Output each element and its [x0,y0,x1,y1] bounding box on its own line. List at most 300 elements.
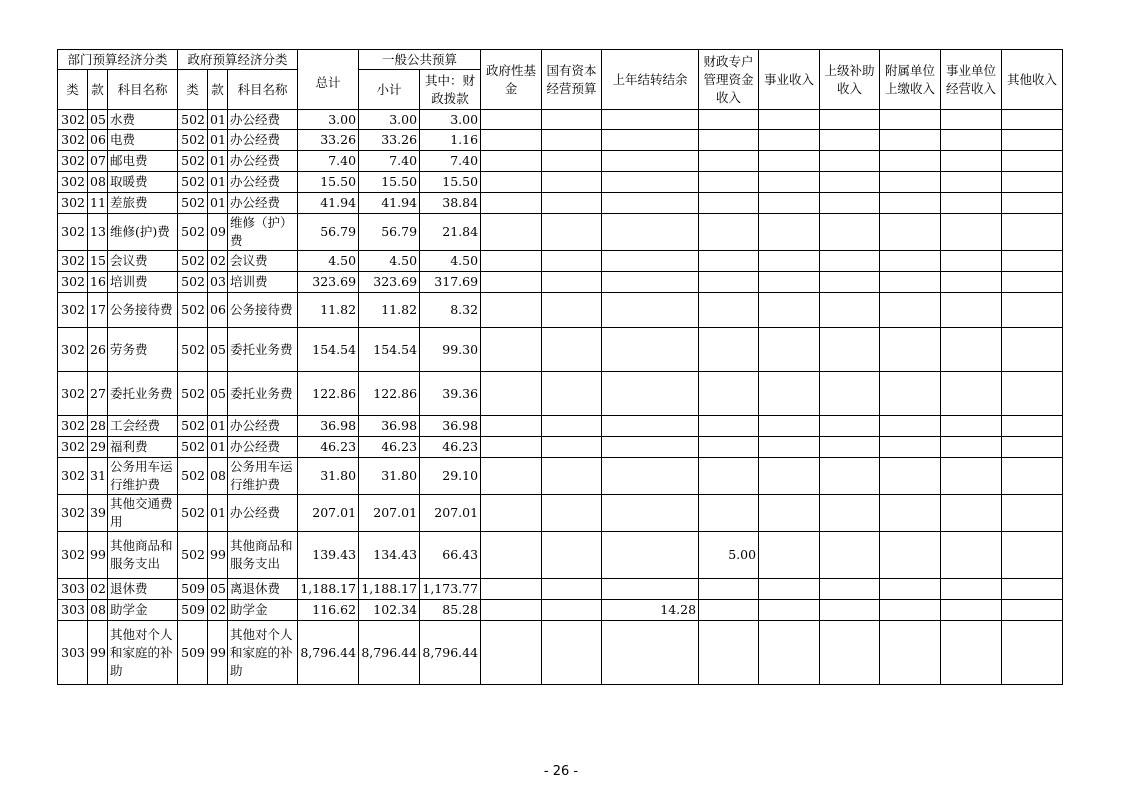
cell-superior-subsidy [820,328,880,372]
cell-gov-kuan: 01 [208,110,228,130]
cell-gov-lei: 509 [178,621,208,685]
header-dept-lei: 类 [58,70,88,110]
header-general-budget: 一般公共预算 [359,50,481,70]
header-gov-kuan: 款 [208,70,228,110]
cell-fiscal-grant: 1.16 [420,130,481,151]
cell-last-year-carry [602,579,699,600]
cell-business-income [759,328,820,372]
cell-subtotal: 134.43 [359,532,420,579]
cell-business-operating [941,293,1002,328]
cell-other-income [1002,130,1063,151]
cell-gov-subject-name: 办公经费 [228,495,298,532]
table-body [58,110,1063,685]
cell-fiscal-special [699,172,759,193]
header-gov-class: 政府预算经济分类 [178,50,298,70]
page-number: - 26 - [543,764,579,779]
cell-fiscal-grant: 4.50 [420,251,481,272]
cell-last-year-carry [602,458,699,495]
cell-gov-lei: 509 [178,600,208,621]
cell-other-income [1002,600,1063,621]
cell-gov-lei: 502 [178,328,208,372]
cell-gov-kuan: 08 [208,458,228,495]
header-state-capital: 国有资本经营预算 [542,50,602,110]
cell-other-income [1002,621,1063,685]
cell-total: 33.26 [298,130,359,151]
cell-business-operating [941,458,1002,495]
table-row [58,272,1063,293]
cell-superior-subsidy [820,372,880,416]
cell-fiscal-grant: 46.23 [420,437,481,458]
cell-business-income [759,214,820,251]
cell-fiscal-grant: 29.10 [420,458,481,495]
cell-state-capital [542,293,602,328]
cell-gov-kuan: 01 [208,172,228,193]
cell-subtotal: 323.69 [359,272,420,293]
cell-dept-lei: 303 [58,621,88,685]
header-subtotal: 小计 [359,70,420,110]
cell-affiliated-income [880,532,941,579]
cell-total: 3.00 [298,110,359,130]
cell-gov-kuan: 01 [208,193,228,214]
cell-total: 46.23 [298,437,359,458]
cell-total: 31.80 [298,458,359,495]
cell-gov-kuan: 01 [208,151,228,172]
cell-affiliated-income [880,251,941,272]
cell-fiscal-grant: 7.40 [420,151,481,172]
cell-dept-subject-name: 工会经费 [108,416,178,437]
cell-fiscal-grant: 15.50 [420,172,481,193]
table-header [58,50,1063,110]
cell-last-year-carry [602,172,699,193]
header-dept-class: 部门预算经济分类 [58,50,178,70]
cell-affiliated-income [880,293,941,328]
cell-state-capital [542,193,602,214]
header-gov-subject-name: 科目名称 [228,70,298,110]
cell-gov-fund [481,579,542,600]
table-row [58,151,1063,172]
cell-dept-subject-name: 其他交通费用 [108,495,178,532]
cell-other-income [1002,458,1063,495]
cell-state-capital [542,151,602,172]
cell-dept-subject-name: 电费 [108,130,178,151]
cell-fiscal-special [699,458,759,495]
cell-affiliated-income [880,458,941,495]
cell-other-income [1002,437,1063,458]
cell-other-income [1002,172,1063,193]
cell-other-income [1002,293,1063,328]
cell-fiscal-special [699,621,759,685]
cell-affiliated-income [880,328,941,372]
cell-dept-lei: 302 [58,251,88,272]
cell-affiliated-income [880,214,941,251]
cell-total: 7.40 [298,151,359,172]
cell-gov-fund [481,372,542,416]
cell-subtotal: 8,796.44 [359,621,420,685]
cell-affiliated-income [880,600,941,621]
cell-gov-subject-name: 办公经费 [228,437,298,458]
cell-gov-subject-name: 公务接待费 [228,293,298,328]
cell-gov-lei: 502 [178,532,208,579]
cell-subtotal: 122.86 [359,372,420,416]
cell-gov-subject-name: 委托业务费 [228,328,298,372]
cell-fiscal-special [699,600,759,621]
cell-fiscal-special [699,151,759,172]
cell-dept-subject-name: 其他商品和服务支出 [108,532,178,579]
cell-dept-lei: 303 [58,600,88,621]
cell-business-income [759,251,820,272]
cell-subtotal: 41.94 [359,193,420,214]
cell-last-year-carry [602,214,699,251]
cell-gov-lei: 502 [178,272,208,293]
cell-gov-lei: 502 [178,172,208,193]
cell-gov-kuan: 01 [208,437,228,458]
cell-business-operating [941,437,1002,458]
cell-last-year-carry [602,272,699,293]
cell-other-income [1002,416,1063,437]
cell-dept-kuan: 26 [88,328,108,372]
cell-affiliated-income [880,495,941,532]
cell-superior-subsidy [820,621,880,685]
cell-fiscal-special [699,214,759,251]
cell-last-year-carry [602,151,699,172]
cell-superior-subsidy [820,130,880,151]
cell-gov-kuan: 05 [208,372,228,416]
cell-gov-subject-name: 办公经费 [228,130,298,151]
cell-gov-subject-name: 其他对个人和家庭的补助 [228,621,298,685]
header-superior-subsidy: 上级补助收入 [820,50,880,110]
cell-gov-kuan: 02 [208,600,228,621]
cell-total: 139.43 [298,532,359,579]
cell-business-operating [941,251,1002,272]
cell-dept-subject-name: 公务用车运行维护费 [108,458,178,495]
cell-dept-subject-name: 委托业务费 [108,372,178,416]
cell-gov-lei: 502 [178,110,208,130]
cell-fiscal-special [699,193,759,214]
cell-gov-fund [481,495,542,532]
cell-dept-lei: 302 [58,532,88,579]
cell-gov-subject-name: 办公经费 [228,416,298,437]
cell-fiscal-grant: 36.98 [420,416,481,437]
cell-business-income [759,193,820,214]
cell-gov-lei: 502 [178,130,208,151]
cell-gov-fund [481,193,542,214]
cell-dept-kuan: 31 [88,458,108,495]
cell-last-year-carry [602,251,699,272]
cell-dept-kuan: 99 [88,532,108,579]
cell-business-income [759,416,820,437]
cell-gov-kuan: 02 [208,251,228,272]
cell-dept-subject-name: 维修(护)费 [108,214,178,251]
cell-gov-fund [481,328,542,372]
cell-superior-subsidy [820,437,880,458]
header-dept-kuan: 款 [88,70,108,110]
cell-other-income [1002,214,1063,251]
cell-business-operating [941,532,1002,579]
cell-affiliated-income [880,416,941,437]
cell-fiscal-grant: 1,173.77 [420,579,481,600]
cell-subtotal: 102.34 [359,600,420,621]
cell-total: 116.62 [298,600,359,621]
cell-business-operating [941,110,1002,130]
cell-other-income [1002,532,1063,579]
cell-business-operating [941,214,1002,251]
cell-dept-subject-name: 退休费 [108,579,178,600]
cell-gov-kuan: 03 [208,272,228,293]
cell-business-income [759,130,820,151]
cell-total: 8,796.44 [298,621,359,685]
cell-gov-kuan: 06 [208,293,228,328]
cell-last-year-carry [602,130,699,151]
cell-affiliated-income [880,193,941,214]
cell-gov-fund [481,130,542,151]
cell-superior-subsidy [820,416,880,437]
cell-gov-subject-name: 办公经费 [228,172,298,193]
cell-fiscal-grant: 99.30 [420,328,481,372]
cell-gov-fund [481,251,542,272]
cell-subtotal: 56.79 [359,214,420,251]
cell-gov-subject-name: 维修（护）费 [228,214,298,251]
cell-dept-lei: 302 [58,328,88,372]
cell-affiliated-income [880,130,941,151]
header-dept-subject-name: 科目名称 [108,70,178,110]
cell-total: 15.50 [298,172,359,193]
cell-superior-subsidy [820,600,880,621]
cell-business-operating [941,495,1002,532]
cell-business-income [759,151,820,172]
cell-dept-lei: 302 [58,214,88,251]
cell-business-income [759,172,820,193]
cell-affiliated-income [880,372,941,416]
cell-gov-lei: 502 [178,293,208,328]
cell-affiliated-income [880,272,941,293]
cell-business-operating [941,193,1002,214]
cell-business-operating [941,621,1002,685]
cell-superior-subsidy [820,151,880,172]
cell-last-year-carry [602,437,699,458]
cell-dept-subject-name: 助学金 [108,600,178,621]
cell-gov-fund [481,437,542,458]
cell-affiliated-income [880,579,941,600]
cell-dept-subject-name: 福利费 [108,437,178,458]
cell-subtotal: 154.54 [359,328,420,372]
cell-gov-lei: 509 [178,579,208,600]
cell-dept-subject-name: 取暖费 [108,172,178,193]
table-row [58,621,1063,685]
cell-business-operating [941,172,1002,193]
cell-gov-fund [481,600,542,621]
cell-gov-subject-name: 办公经费 [228,193,298,214]
cell-total: 1,188.17 [298,579,359,600]
cell-gov-lei: 502 [178,416,208,437]
header-gov-lei: 类 [178,70,208,110]
cell-other-income [1002,272,1063,293]
cell-dept-lei: 303 [58,579,88,600]
cell-superior-subsidy [820,272,880,293]
cell-business-operating [941,272,1002,293]
cell-affiliated-income [880,110,941,130]
cell-gov-lei: 502 [178,193,208,214]
cell-subtotal: 4.50 [359,251,420,272]
cell-state-capital [542,172,602,193]
cell-state-capital [542,328,602,372]
cell-gov-lei: 502 [178,214,208,251]
cell-superior-subsidy [820,495,880,532]
cell-state-capital [542,130,602,151]
cell-business-operating [941,372,1002,416]
cell-business-income [759,600,820,621]
cell-fiscal-special [699,328,759,372]
cell-last-year-carry [602,416,699,437]
cell-dept-kuan: 11 [88,193,108,214]
cell-last-year-carry [602,293,699,328]
cell-subtotal: 31.80 [359,458,420,495]
cell-gov-lei: 502 [178,495,208,532]
cell-dept-kuan: 08 [88,172,108,193]
table-row [58,495,1063,532]
cell-superior-subsidy [820,251,880,272]
cell-business-income [759,293,820,328]
cell-superior-subsidy [820,579,880,600]
cell-dept-lei: 302 [58,293,88,328]
cell-gov-kuan: 05 [208,328,228,372]
cell-last-year-carry [602,328,699,372]
cell-affiliated-income [880,151,941,172]
table-row [58,600,1063,621]
cell-gov-subject-name: 助学金 [228,600,298,621]
cell-state-capital [542,416,602,437]
cell-fiscal-special [699,372,759,416]
cell-dept-lei: 302 [58,272,88,293]
cell-last-year-carry [602,532,699,579]
cell-gov-subject-name: 委托业务费 [228,372,298,416]
cell-gov-fund [481,151,542,172]
cell-fiscal-special [699,110,759,130]
cell-dept-subject-name: 会议费 [108,251,178,272]
cell-gov-lei: 502 [178,458,208,495]
cell-fiscal-grant: 8.32 [420,293,481,328]
cell-gov-lei: 502 [178,151,208,172]
cell-other-income [1002,579,1063,600]
cell-gov-subject-name: 办公经费 [228,110,298,130]
cell-dept-lei: 302 [58,151,88,172]
cell-gov-fund [481,621,542,685]
cell-other-income [1002,495,1063,532]
cell-business-income [759,458,820,495]
cell-subtotal: 15.50 [359,172,420,193]
cell-subtotal: 36.98 [359,416,420,437]
cell-gov-fund [481,532,542,579]
cell-gov-subject-name: 培训费 [228,272,298,293]
table-row [58,214,1063,251]
cell-state-capital [542,214,602,251]
cell-gov-fund [481,272,542,293]
cell-gov-fund [481,214,542,251]
cell-total: 154.54 [298,328,359,372]
cell-last-year-carry [602,372,699,416]
table-row [58,458,1063,495]
cell-gov-lei: 502 [178,372,208,416]
header-business-income: 事业收入 [759,50,820,110]
cell-dept-subject-name: 其他对个人和家庭的补助 [108,621,178,685]
cell-gov-kuan: 01 [208,130,228,151]
cell-last-year-carry [602,193,699,214]
budget-table [57,49,1063,685]
cell-dept-lei: 302 [58,193,88,214]
cell-state-capital [542,272,602,293]
cell-dept-subject-name: 邮电费 [108,151,178,172]
cell-dept-kuan: 28 [88,416,108,437]
cell-last-year-carry [602,495,699,532]
cell-fiscal-special [699,251,759,272]
cell-gov-kuan: 05 [208,579,228,600]
cell-fiscal-grant: 21.84 [420,214,481,251]
header-business-operating: 事业单位经营收入 [941,50,1002,110]
cell-total: 323.69 [298,272,359,293]
cell-fiscal-special: 5.00 [699,532,759,579]
cell-dept-kuan: 39 [88,495,108,532]
cell-affiliated-income [880,437,941,458]
cell-fiscal-special [699,293,759,328]
cell-total: 36.98 [298,416,359,437]
cell-subtotal: 207.01 [359,495,420,532]
cell-fiscal-special [699,579,759,600]
cell-dept-lei: 302 [58,416,88,437]
cell-dept-subject-name: 培训费 [108,272,178,293]
cell-state-capital [542,532,602,579]
cell-subtotal: 33.26 [359,130,420,151]
cell-total: 207.01 [298,495,359,532]
cell-dept-lei: 302 [58,130,88,151]
cell-gov-lei: 502 [178,437,208,458]
cell-business-income [759,532,820,579]
table-row [58,416,1063,437]
header-total: 总计 [298,50,359,110]
header-fiscal-grant: 其中：财政拨款 [420,70,481,110]
cell-business-operating [941,130,1002,151]
cell-dept-lei: 302 [58,172,88,193]
cell-dept-kuan: 02 [88,579,108,600]
cell-state-capital [542,251,602,272]
cell-gov-subject-name: 离退休费 [228,579,298,600]
cell-business-income [759,437,820,458]
cell-dept-lei: 302 [58,495,88,532]
cell-dept-lei: 302 [58,437,88,458]
cell-gov-fund [481,172,542,193]
cell-superior-subsidy [820,458,880,495]
cell-gov-subject-name: 公务用车运行维护费 [228,458,298,495]
cell-superior-subsidy [820,172,880,193]
cell-subtotal: 46.23 [359,437,420,458]
cell-state-capital [542,458,602,495]
cell-subtotal: 7.40 [359,151,420,172]
cell-other-income [1002,251,1063,272]
table-row [58,110,1063,130]
cell-dept-subject-name: 劳务费 [108,328,178,372]
table-row [58,293,1063,328]
cell-affiliated-income [880,172,941,193]
table-row [58,130,1063,151]
cell-last-year-carry: 14.28 [602,600,699,621]
cell-state-capital [542,372,602,416]
cell-gov-kuan: 01 [208,416,228,437]
table-row [58,532,1063,579]
cell-fiscal-special [699,495,759,532]
cell-last-year-carry [602,110,699,130]
cell-gov-subject-name: 其他商品和服务支出 [228,532,298,579]
cell-gov-fund [481,110,542,130]
cell-other-income [1002,328,1063,372]
cell-business-income [759,372,820,416]
